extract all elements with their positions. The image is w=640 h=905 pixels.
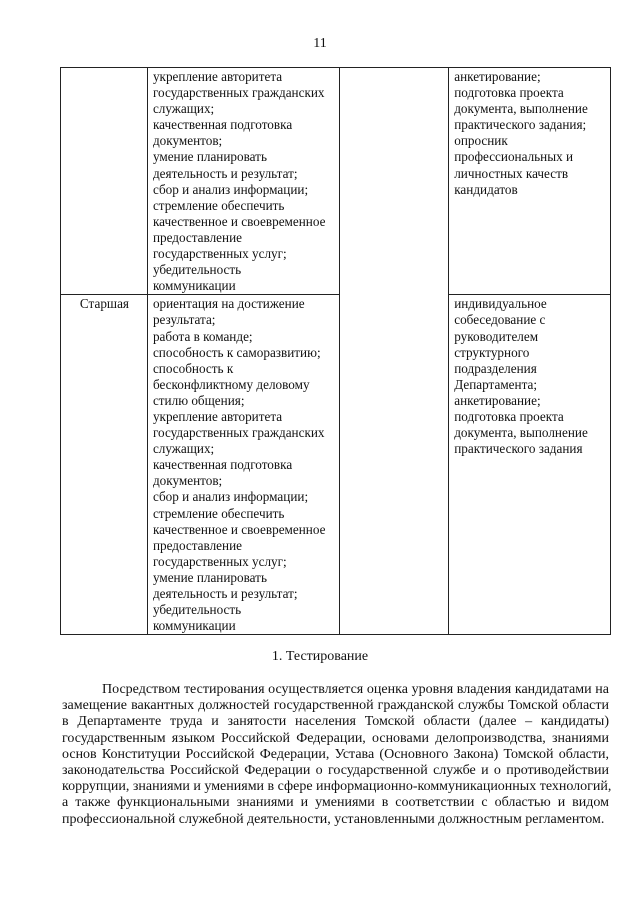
text-line: сбор и анализ информации;: [152, 489, 309, 505]
text-line: документа, выполнение: [454, 425, 588, 441]
text-line: в Департаменте труда и занятости населения Томской области (далее – кандидаты): [62, 714, 609, 730]
text-line: способность к саморазвитию;: [152, 344, 321, 360]
text-line: Департамента;: [454, 376, 538, 392]
text-line: профессиональной служебной деятельности, установленными должностным регламентом.: [62, 811, 605, 827]
text-line: умение планировать: [152, 569, 267, 585]
empty-cell: [340, 68, 449, 635]
text-line: государственных услуг;: [152, 553, 287, 569]
text-line: укрепление авторитета: [152, 69, 283, 84]
text-line: коррупции, знаниями и умениями в сфере информационно-коммуникационных технологий,: [62, 779, 612, 795]
methods-cell: [449, 68, 611, 295]
text-line: качественная подготовка: [152, 117, 293, 133]
text-line: а также функциональными знаниями и умениями в соответствии с областью и видом: [62, 795, 609, 811]
page-number: 11: [313, 36, 327, 51]
text-line: практического задания: [454, 441, 583, 457]
text-line: Посредством тестирования осуществляется оценка уровня владения кандидатами на: [102, 682, 609, 697]
section-heading: 1. Тестирование: [271, 649, 369, 664]
table-row: [61, 68, 611, 295]
text-line: документов;: [152, 473, 223, 489]
text-line: опросник: [454, 133, 508, 149]
text-line: стремление обеспечить: [152, 197, 285, 213]
text-line: основ Конституции Российской Федерации, Устава (Основного Закона) Томской области,: [62, 746, 609, 762]
text-line: служащих;: [152, 101, 215, 117]
text-line: анкетирование;: [454, 69, 541, 84]
text-line: работа в команде;: [152, 328, 253, 344]
text-line: собеседование с: [454, 312, 546, 328]
text-line: анкетирование;: [454, 392, 541, 408]
text-line: сбор и анализ информации;: [152, 181, 309, 197]
category-cell: [61, 68, 148, 295]
text-line: документов;: [152, 133, 223, 149]
text-line: бесконфликтному деловому: [152, 376, 310, 392]
category-cell: Старшая: [61, 295, 148, 635]
text-line: государственных гражданских: [152, 85, 325, 101]
text-line: деятельность и результат;: [152, 165, 298, 181]
text-line: качественное и своевременное: [152, 521, 326, 537]
text-line: стремление обеспечить: [152, 505, 285, 521]
text-line: документа, выполнение: [454, 101, 588, 117]
methods-cell: [449, 295, 611, 635]
text-line: служащих;: [152, 441, 215, 457]
text-line: способность к: [152, 360, 234, 376]
body-paragraph: [62, 682, 612, 828]
text-line: руководителем: [454, 328, 539, 344]
text-line: стилю общения;: [152, 392, 245, 408]
text-line: подготовка проекта: [454, 408, 564, 424]
text-line: ориентация на достижение: [152, 296, 305, 312]
text-line: личностных качеств: [454, 165, 569, 181]
text-line: результата;: [152, 312, 216, 328]
text-line: качественная подготовка: [152, 457, 293, 473]
text-line: государственных гражданских: [152, 425, 325, 441]
text-line: практического задания;: [454, 117, 587, 133]
text-line: государственных услуг;: [152, 246, 287, 262]
text-line: предоставление: [152, 229, 242, 245]
text-line: законодательства Российской Федерации о государственной службе и о противодействии: [62, 763, 609, 779]
text-line: качественное и своевременное: [152, 213, 326, 229]
text-line: подразделения: [454, 360, 537, 376]
text-line: умение планировать: [152, 149, 267, 165]
text-line: профессиональных и: [454, 149, 574, 165]
text-line: индивидуальное: [454, 296, 547, 312]
text-line: убедительность: [152, 602, 242, 618]
competencies-cell: [147, 295, 339, 635]
competency-table: [60, 67, 611, 635]
text-line: подготовка проекта: [454, 85, 564, 101]
table-row: [61, 295, 611, 635]
text-line: замещение вакантных должностей государственной гражданской службы Томской области: [62, 698, 609, 714]
text-line: коммуникации: [152, 618, 236, 634]
text-line: укрепление авторитета: [152, 408, 283, 424]
text-line: структурного: [454, 344, 530, 360]
text-line: коммуникации: [152, 278, 236, 294]
text-line: кандидатов: [454, 181, 518, 197]
competencies-cell: [147, 68, 339, 295]
text-line: государственным языком Российской Федерации, основами делопроизводства, знаниями: [62, 730, 609, 746]
text-line: деятельность и результат;: [152, 586, 298, 601]
text-line: убедительность: [152, 262, 242, 278]
text-line: предоставление: [152, 537, 242, 553]
